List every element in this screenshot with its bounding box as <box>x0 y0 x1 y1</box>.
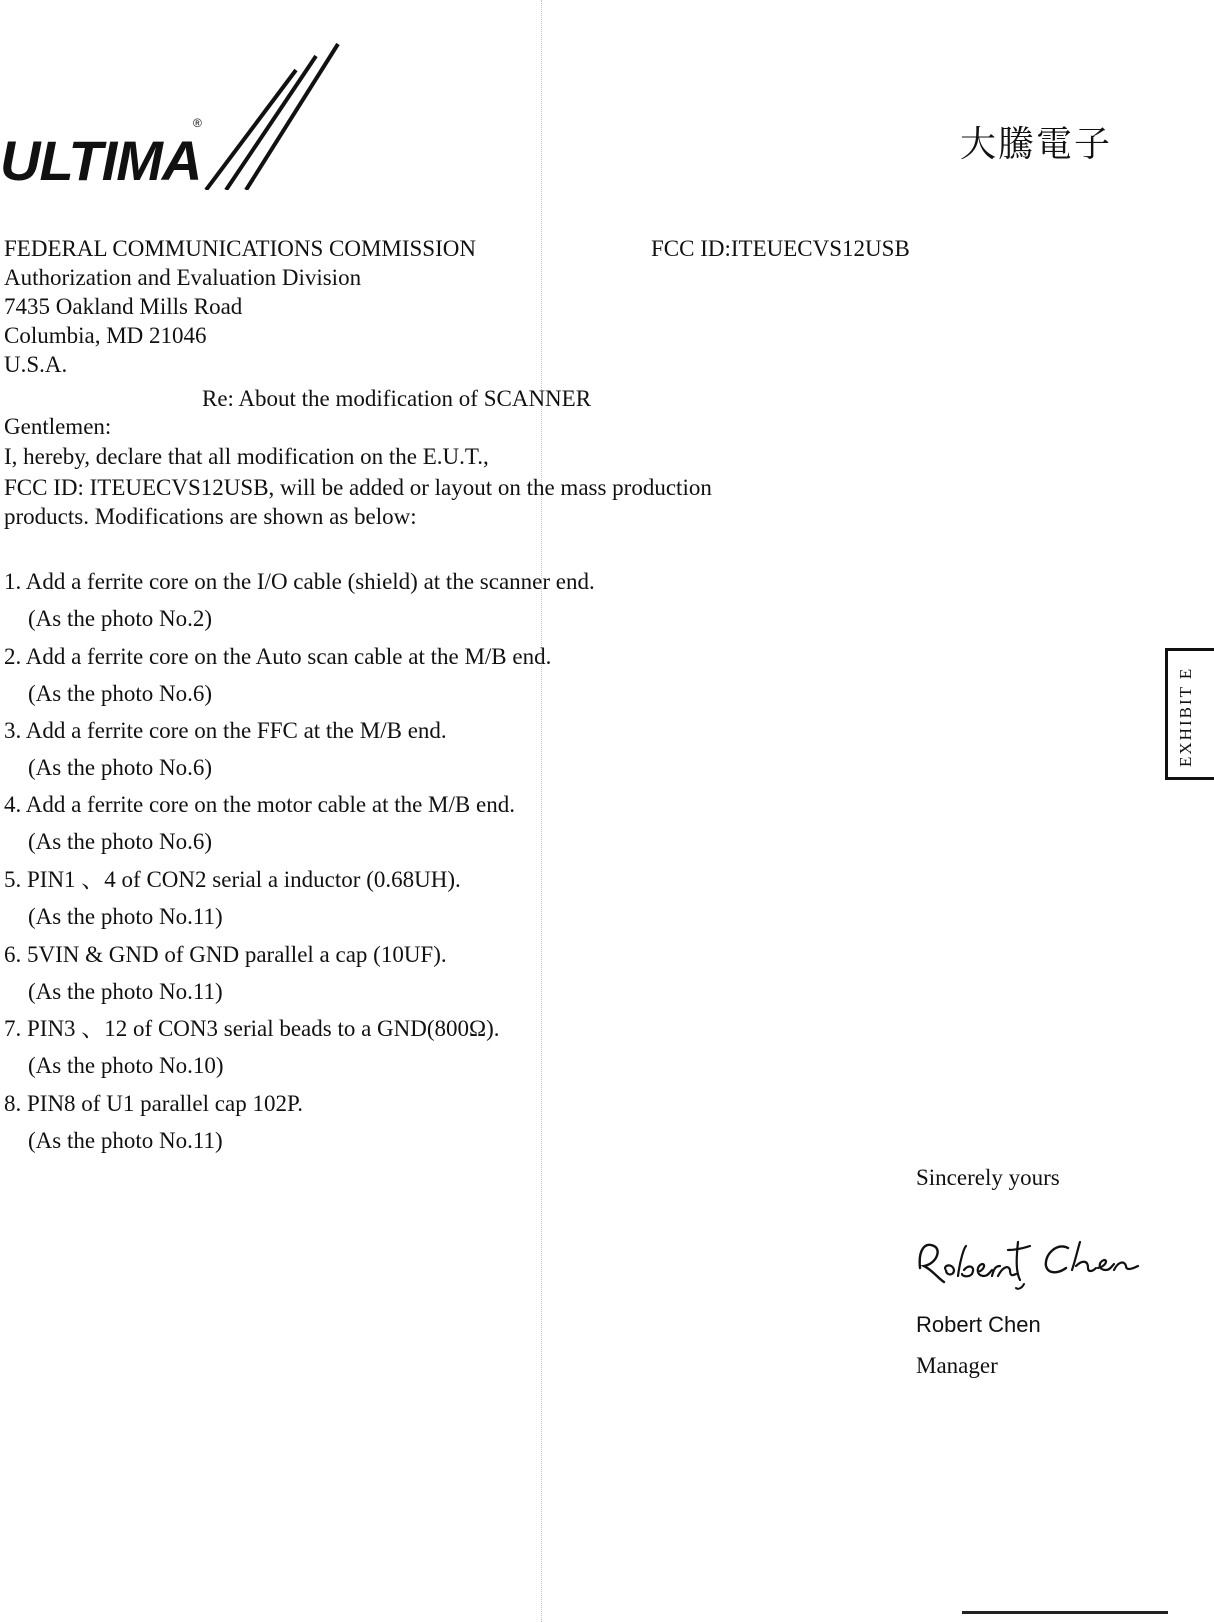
closing-line: Sincerely yours <box>916 1165 1060 1190</box>
modification-ref-4: (As the photo No.6) <box>28 829 212 854</box>
recipient-line-5: U.S.A. <box>4 352 68 377</box>
signer-name: Robert Chen <box>916 1312 1041 1337</box>
modification-item-3: 3. Add a ferrite core on the FFC at the M/B end. <box>4 718 447 743</box>
exhibit-stamp <box>1165 648 1214 780</box>
bottom-rule <box>962 1611 1168 1614</box>
handwritten-signature <box>912 1220 1152 1300</box>
modification-item-4: 4. Add a ferrite core on the motor cable at the M/B end. <box>4 792 515 817</box>
modification-ref-2: (As the photo No.6) <box>28 681 212 706</box>
subject-line: Re: About the modification of SCANNER <box>202 386 592 411</box>
exhibit-label: EXHIBIT E <box>1176 666 1195 767</box>
modification-ref-5: (As the photo No.11) <box>28 904 223 929</box>
modification-item-1: 1. Add a ferrite core on the I/O cable (shield) at the scanner end. <box>4 569 595 594</box>
modification-item-5: 5. PIN1 、4 of CON2 serial a inductor (0.68UH). <box>4 867 461 892</box>
intro-line-3: products. Modifications are shown as below: <box>4 504 417 529</box>
company-logo <box>0 40 360 190</box>
modification-ref-3: (As the photo No.6) <box>28 755 212 780</box>
modification-item-7: 7. PIN3 、12 of CON3 serial beads to a GND(800Ω). <box>4 1016 500 1041</box>
intro-line-2: FCC ID: ITEUECVS12USB, will be added or layout on the mass production <box>4 475 712 500</box>
modification-ref-1: (As the photo No.2) <box>28 606 212 631</box>
registered-mark: ® <box>193 116 202 130</box>
modification-ref-8: (As the photo No.11) <box>28 1128 223 1153</box>
company-chinese-name: 大騰電子 <box>960 124 1113 165</box>
recipient-line-4: Columbia, MD 21046 <box>4 323 207 348</box>
modification-item-8: 8. PIN8 of U1 parallel cap 102P. <box>4 1091 303 1116</box>
recipient-line-2: Authorization and Evaluation Division <box>4 265 362 290</box>
fcc-id-header: FCC ID:ITEUECVS12USB <box>651 236 910 261</box>
logo-slashes-graphic <box>196 40 346 190</box>
salutation: Gentlemen: <box>4 414 112 439</box>
signer-title: Manager <box>916 1353 998 1378</box>
modification-ref-7: (As the photo No.10) <box>28 1053 224 1078</box>
modification-item-2: 2. Add a ferrite core on the Auto scan cable at the M/B end. <box>4 644 552 669</box>
scan-fold-line <box>541 0 542 1622</box>
logo-wordmark: ULTIMA <box>0 129 202 192</box>
intro-line-1: I, hereby, declare that all modification on the E.U.T., <box>4 444 489 469</box>
modification-item-6: 6. 5VIN & GND of GND parallel a cap (10UF). <box>4 942 447 967</box>
recipient-line-1: FEDERAL COMMUNICATIONS COMMISSION <box>4 236 476 261</box>
modification-ref-6: (As the photo No.11) <box>28 979 223 1004</box>
recipient-line-3: 7435 Oakland Mills Road <box>4 294 243 319</box>
